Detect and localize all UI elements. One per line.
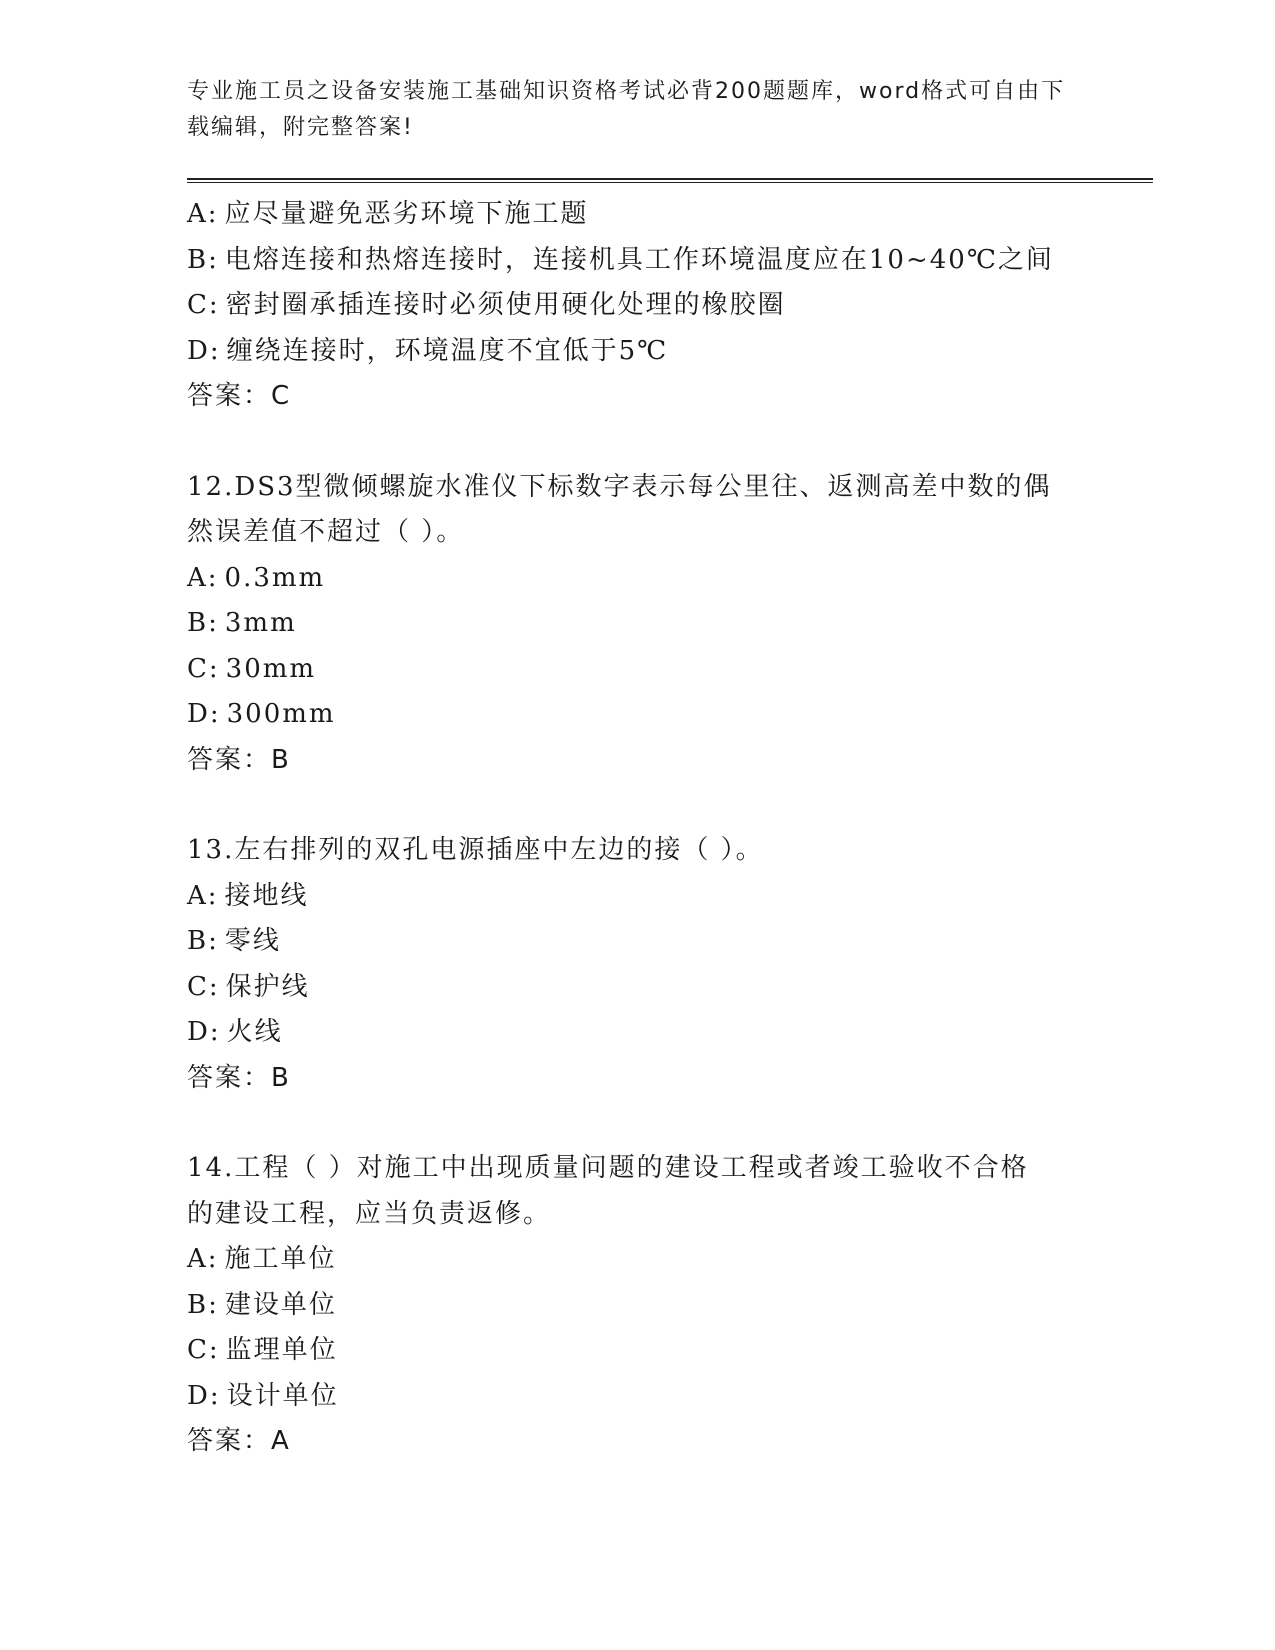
option-label: A: <box>187 1244 219 1274</box>
option-text: 监理单位 <box>225 1335 338 1365</box>
option-text: 保护线 <box>225 971 310 1002</box>
option-a <box>187 874 1087 920</box>
option-text: 电熔连接和热熔连接时，连接机具工作环境温度应在10~40℃之间 <box>224 244 1054 275</box>
option-text: 施工单位 <box>224 1244 337 1274</box>
answer-line: 答案：B <box>187 744 291 775</box>
header-divider <box>187 178 1153 183</box>
option-a <box>187 192 1087 238</box>
option-d <box>187 1374 1087 1420</box>
option-label: A: <box>187 199 219 229</box>
option-label: D: <box>187 1017 221 1047</box>
option-a <box>187 556 1087 602</box>
question-stem-line: 14.工程（ ）对施工中出现质量问题的建设工程或者竣工验收不合格 <box>187 1153 1029 1183</box>
answer-line: 答案：A <box>187 1426 291 1456</box>
option-label: C: <box>187 290 220 320</box>
question-block-14 <box>187 1146 1087 1465</box>
option-text: 零线 <box>224 926 281 956</box>
option-a <box>187 1237 1087 1283</box>
option-text: 应尽量避免恶劣环境下施工题 <box>224 199 589 229</box>
answer-line: 答案：B <box>187 1062 291 1093</box>
option-text: 缠绕连接时，环境温度不宜低于5℃ <box>226 335 669 366</box>
option-d <box>187 329 1087 375</box>
question-block-11 <box>187 192 1087 420</box>
option-text: 300mm <box>226 699 336 729</box>
question-stem-line: 13.左右排列的双孔电源插座中左边的接（ ）。 <box>187 835 764 865</box>
option-c <box>187 965 1087 1011</box>
option-b <box>187 919 1087 965</box>
option-label: C: <box>187 1335 220 1365</box>
question-stem-line: 的建设工程，应当负责返修。 <box>187 1198 552 1229</box>
question-block-13 <box>187 828 1087 1101</box>
option-label: A: <box>187 562 219 593</box>
option-label: B: <box>187 1289 219 1320</box>
option-d <box>187 1010 1087 1056</box>
option-b <box>187 1283 1087 1329</box>
question-list <box>187 192 1087 1465</box>
option-label: C: <box>187 971 220 1002</box>
option-label: D: <box>187 699 221 729</box>
option-text: 建设单位 <box>224 1289 337 1320</box>
document-header: 专业施工员之设备安装施工基础知识资格考试必背200题题库，word格式可自由下载编辑，附完整答案! <box>187 79 1066 140</box>
option-c <box>187 1328 1087 1374</box>
option-c <box>187 283 1087 329</box>
option-label: B: <box>187 608 219 638</box>
question-block-12 <box>187 465 1087 784</box>
option-text: 0.3mm <box>224 562 326 593</box>
option-text: 密封圈承插连接时必须使用硬化处理的橡胶圈 <box>225 290 786 320</box>
answer-line: 答案：C <box>187 381 292 411</box>
option-b <box>187 601 1087 647</box>
option-label: D: <box>187 335 221 366</box>
option-label: A: <box>187 880 219 911</box>
option-label: B: <box>187 244 219 275</box>
option-d <box>187 692 1087 738</box>
option-text: 设计单位 <box>226 1380 339 1411</box>
option-b <box>187 238 1087 284</box>
option-label: C: <box>187 653 220 684</box>
option-c <box>187 647 1087 693</box>
option-label: D: <box>187 1380 221 1411</box>
option-text: 30mm <box>225 653 317 684</box>
option-text: 火线 <box>226 1017 283 1047</box>
option-text: 3mm <box>224 608 297 638</box>
option-label: B: <box>187 926 219 956</box>
question-stem-line: 然误差值不超过（ ）。 <box>187 517 465 547</box>
option-text: 接地线 <box>224 880 309 911</box>
question-stem-line: 12.DS3型微倾螺旋水准仪下标数字表示每公里往、返测高差中数的偶 <box>187 471 1052 502</box>
